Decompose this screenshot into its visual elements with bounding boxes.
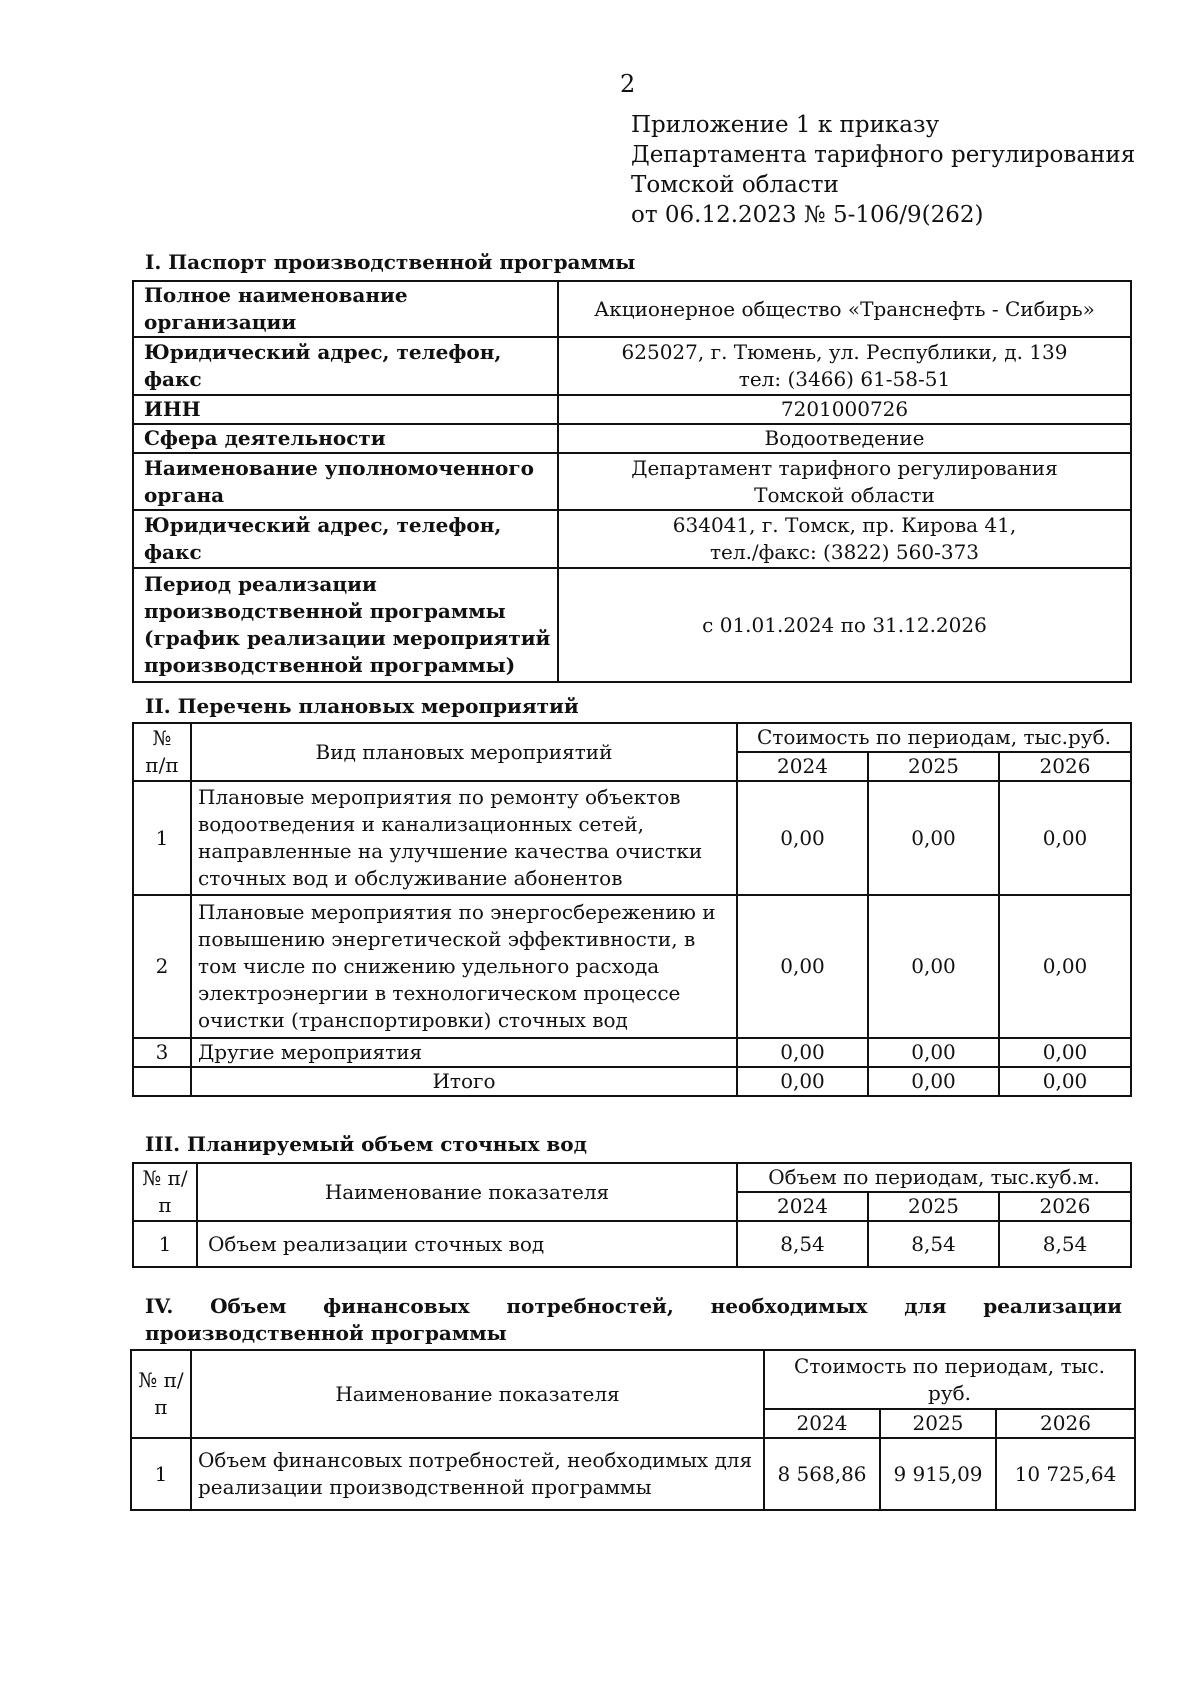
table-row [131,1350,1135,1409]
col-header-year: 2025 [880,1409,996,1438]
row-name: Плановые мероприятия по ремонту объектов водоотведения и канализационных сетей, направленные на улучшение качества очистки сточных вод и обслуживание абонентов [191,781,737,895]
section3-title: III. Планируемый объем сточных вод [145,1132,587,1156]
value-line: 634041, г. Томск, пр. Кирова 41, [672,513,1017,537]
col-header-cost: Стоимость по периодам, тыс.руб. [737,723,1131,752]
col-header-year: 2026 [999,752,1131,781]
col-header-num: № п/п [133,1163,197,1221]
total-label: Итого [191,1067,737,1096]
table-row [133,895,1131,1038]
row-value: 8,54 [868,1221,999,1267]
value-line: тел: (3466) 61-58-51 [738,367,951,391]
row-name: Объем финансовых потребностей, необходимых для реализации производственной программы [191,1438,764,1510]
col-header-year: 2026 [996,1409,1135,1438]
table-row [133,723,1131,752]
col-header-year: 2026 [999,1192,1131,1221]
table-row [133,395,1131,424]
table-row [133,1221,1131,1267]
row-value: 8 568,86 [764,1438,880,1510]
total-num-cell [133,1067,191,1096]
row-value: 0,00 [999,895,1131,1038]
section4-title: IV. Объем финансовых потребностей, необходимых для реализации производственной программы [145,1294,1122,1345]
measures-table [132,722,1132,1097]
passport-value [558,510,1131,568]
passport-value [558,337,1131,395]
row-value: 8,54 [737,1221,868,1267]
passport-value [558,453,1131,510]
passport-value: Водоотведение [558,424,1131,453]
total-value: 0,00 [868,1067,999,1096]
row-num: 1 [133,1221,197,1267]
table-row [133,1067,1131,1096]
col-header-name: Вид плановых мероприятий [191,723,737,781]
table-row [133,1163,1131,1192]
table-row [133,1038,1131,1067]
finance-table [130,1349,1136,1511]
passport-label: Юридический адрес, телефон, факс [133,510,558,568]
col-header-name: Наименование показателя [191,1350,764,1438]
table-row [131,1438,1135,1510]
col-header-year: 2024 [764,1409,880,1438]
table-row [133,281,1131,337]
col-header-num: № п/п [133,723,191,781]
table-row [133,337,1131,395]
appendix-line: Приложение 1 к приказу [631,112,940,138]
appendix-block [631,110,1135,230]
section1-title: I. Паспорт производственной программы [145,250,636,274]
value-line: тел./факс: (3822) 560-373 [709,540,980,564]
col-header-year: 2025 [868,1192,999,1221]
volume-table [132,1162,1132,1268]
value-line: 625027, г. Тюмень, ул. Республики, д. 139 [621,340,1068,364]
row-value: 0,00 [737,895,868,1038]
table-row [133,568,1131,682]
passport-label: Сфера деятельности [133,424,558,453]
row-num: 2 [133,895,191,1038]
row-name: Объем реализации сточных вод [197,1221,737,1267]
row-value: 9 915,09 [880,1438,996,1510]
col-header-volume: Объем по периодам, тыс.куб.м. [737,1163,1131,1192]
total-value: 0,00 [999,1067,1131,1096]
passport-value: 7201000726 [558,395,1131,424]
value-line: Департамент тарифного регулирования [631,455,1058,480]
table-row [133,453,1131,510]
total-value: 0,00 [737,1067,868,1096]
row-value: 0,00 [737,1038,868,1067]
passport-value: Акционерное общество «Транснефть - Сибирь» [558,281,1131,337]
passport-label: Полное наименование организации [133,281,558,337]
passport-label: Период реализации производственной программы (график реализации мероприятий производственной программы) [133,568,558,682]
col-header-cost: Стоимость по периодам, тыс. руб. [764,1350,1135,1409]
row-num: 1 [131,1438,191,1510]
row-num: 3 [133,1038,191,1067]
row-value: 0,00 [999,781,1131,895]
passport-table [132,280,1132,683]
page-number: 2 [620,70,636,98]
row-name: Плановые мероприятия по энергосбережению и повышению энергетической эффективности, в том числе по снижению удельного расхода электроэнергии в технологическом процессе очистки (транспортировки) сточных вод [191,895,737,1038]
passport-label: Юридический адрес, телефон, факс [133,337,558,395]
col-header-year: 2024 [737,1192,868,1221]
col-header-name: Наименование показателя [197,1163,737,1221]
section2-title: II. Перечень плановых мероприятий [145,694,579,718]
appendix-line: Томской области [631,172,839,198]
row-name: Другие мероприятия [191,1038,737,1067]
row-value: 0,00 [868,1038,999,1067]
col-header-num: № п/п [131,1350,191,1438]
passport-label: ИНН [133,395,558,424]
table-row [133,781,1131,895]
table-row [133,510,1131,568]
passport-value: с 01.01.2024 по 31.12.2026 [558,568,1131,682]
row-value: 0,00 [868,895,999,1038]
col-header-year: 2025 [868,752,999,781]
row-value: 10 725,64 [996,1438,1135,1510]
row-value: 0,00 [737,781,868,895]
appendix-line: Департамента тарифного регулирования [631,142,1136,168]
passport-label: Наименование уполномоченного органа [133,453,558,510]
row-value: 8,54 [999,1221,1131,1267]
table-row [133,424,1131,453]
row-value: 0,00 [868,781,999,895]
value-line: Томской области [754,482,935,507]
row-num: 1 [133,781,191,895]
col-header-year: 2024 [737,752,868,781]
appendix-line: от 06.12.2023 № 5-106/9(262) [631,202,984,228]
row-value: 0,00 [999,1038,1131,1067]
